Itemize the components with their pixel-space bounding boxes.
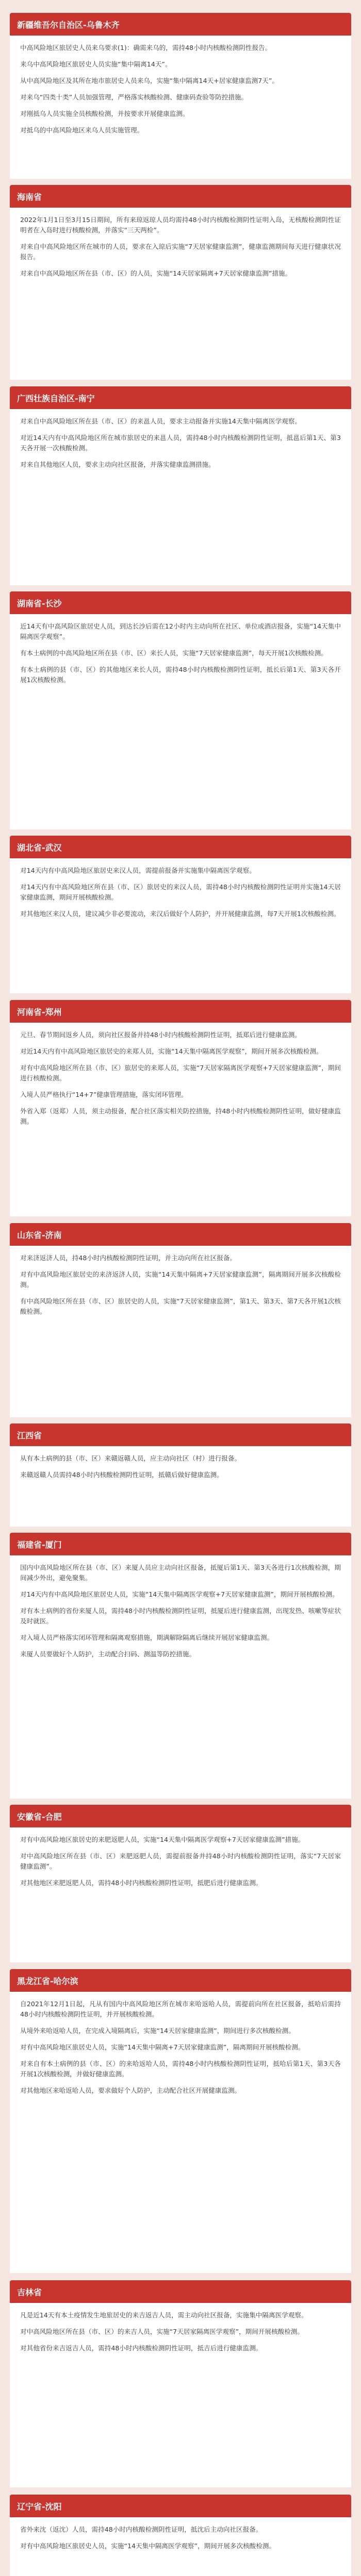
region-title: 山东省-济南 [10, 1223, 351, 1246]
region-policy-body [10, 1446, 351, 1527]
region-section [10, 591, 351, 829]
region-title: 江西省 [10, 1423, 351, 1446]
region-policy-body [10, 614, 351, 829]
region-title: 新疆维吾尔自治区-乌鲁木齐 [10, 13, 351, 36]
policy-paragraph: 来赣返赣人员需持48小时内核酸检测阴性证明，抵赣后做好健康监测。 [20, 1471, 223, 1479]
region-section [10, 185, 351, 380]
policy-paragraph: 对有中高风险地区旅居史的来济返济人员，实施“14天集中隔离+7天居家健康监测”，隔离期间开展多次核酸检测。 [20, 1270, 341, 1289]
region-policy-body [10, 1246, 351, 1417]
region-section [10, 1969, 351, 2273]
policy-paragraph: 对有中高风险地区所在县（市、区）旅居史的来郑人员，实施“7天居家隔离医学观察+7天居家健康监测”，期间进行核酸检测。 [20, 1064, 341, 1082]
region-policy-body [10, 36, 351, 179]
region-policy-body [10, 409, 351, 585]
region-policy-body [10, 1827, 351, 1962]
policy-paragraph: 有本土病例的中高风险地区所在县（市、区）来长人员，实施“7天居家健康监测”，每天开展1次核酸检测。 [20, 649, 327, 657]
region-section [10, 386, 351, 585]
region-title: 河南省-郑州 [10, 1000, 351, 1023]
policy-paragraph: 从境外来哈返哈人员，在完成入境隔离后，实施“14天居家健康监测”，期间进行多次核酸检测。 [20, 2027, 295, 2035]
policy-paragraph: 对中高风险地区所在县（市、区）的来吉人员，实施“7天居家隔离医学观察”，期间开展核酸检测。 [20, 2328, 304, 2335]
policy-paragraph: 近14天有中高风险区旅居史人员，到达长沙后需在12小时内主动向所在社区、单位或酒店报备，实施“14天集中隔离医学观察”。 [20, 622, 341, 640]
policy-paragraph: 2022年1月1日至3月15日期间，所有来琼返琼人员均需持48小时内核酸检测阴性证明入岛，无核酸检测阴性证明者在入岛时进行核酸检测，并落实“三天两检”。 [20, 216, 341, 234]
policy-paragraph: 对来济返济人员，持48小时内核酸检测阴性证明，并主动向所在社区报备。 [20, 1254, 237, 1262]
policy-paragraph: 对其他地区来汉人员，建议减少非必要流动，来汉后做好个人防护，并开展健康监测，每7天开展1次核酸检测。 [20, 910, 340, 918]
policy-paragraph: 对来自其他地区人员，要求主动向社区报备，并落实健康监测措施。 [20, 461, 215, 468]
policy-paragraph: 对近14天内有中高风险地区所在城市旅居史的来邕人员，需持48小时内核酸检测阴性证明，抵邕后第1天、第3天各开展一次核酸检测。 [20, 434, 341, 452]
region-title: 安徽省-合肥 [10, 1805, 351, 1827]
region-title: 湖北省-武汉 [10, 836, 351, 858]
region-section [10, 1223, 351, 1417]
policy-paragraph: 对抵乌的中高风险地区来乌人员实施管理。 [20, 126, 144, 134]
region-policy-body [10, 1992, 351, 2273]
policy-paragraph: 来厦人员要做好个人防护，主动配合扫码、测温等防控措施。 [20, 1650, 196, 1658]
policy-paragraph: 对14天内有中高风险地区旅居史来汉人员，需提前报备并实施集中隔离医学观察。 [20, 867, 256, 874]
region-section [10, 1533, 351, 1799]
policy-paragraph: 从中高风险地区及其所在地市旅居史人员来乌，实施“集中隔离14天+居家健康监测7天”。 [20, 77, 279, 84]
policy-paragraph: 有中高风险地区所在县（市、区）旅居史的人员，实施“7天居家健康监测”，第1天、第3天、第7天各开展1次核酸检测。 [20, 1297, 341, 1315]
region-policy-body [10, 1555, 351, 1799]
policy-paragraph: 对其他省份来吉返吉人员，需持48小时内核酸检测阴性证明，抵吉后进行健康监测。 [20, 2344, 262, 2352]
policy-paragraph: 从有本土病例的县（市、区）来赣返赣人员，应主动向社区（村）进行报备。 [20, 1454, 241, 1462]
region-policy-body [10, 1023, 351, 1216]
region-section [10, 1000, 351, 1216]
policy-paragraph: 自2021年12月1日起，凡从有国内中高风险地区所在城市来哈返哈人员，需提前向所在社区报备，抵哈后需持48小时内核酸检测阴性证明，并开展核酸检测。 [20, 2000, 341, 2018]
policy-paragraph: 对近14天内有中高风险地区旅居史的来郑人员，实施“14天集中隔离医学观察”，期间开展多次核酸检测。 [20, 1047, 323, 1055]
region-section [10, 1805, 351, 1962]
policy-paragraph: 对入境人员严格落实闭环管理和隔离观察措施，期满解除隔离后继续开展居家健康监测。 [20, 1634, 274, 1641]
region-title: 辽宁省-沈阳 [10, 2495, 351, 2517]
region-title: 黑龙江省-哈尔滨 [10, 1969, 351, 1992]
policy-paragraph: 对14天内有中高风险地区所在县（市、区）旅居史的来汉人员，需持48小时内核酸检测阴性证明并实施14天居家健康监测，期间开展核酸检测。 [20, 883, 341, 901]
policy-paragraph: 对来自中高风险地区所在县（市、区）的来邕人员，要求主动报备并实施14天集中隔离医学观察。 [20, 417, 301, 425]
region-section [10, 836, 351, 993]
region-policy-body [10, 2517, 351, 2576]
region-policy-body [10, 858, 351, 993]
region-policy-body [10, 2303, 351, 2487]
region-policy-body [10, 208, 351, 380]
policy-paragraph: 对有中高风险地区旅居史人员，实施“14天集中隔离医学观察”，期间开展多次核酸检测。 [20, 2542, 276, 2550]
policy-paragraph: 对来乌“四类十类”人员加强管理，严格落实核酸检测、健康码查验等防控措施。 [20, 93, 248, 101]
policy-paragraph: 来乌中高风险地区旅居史人员实施“集中隔离14天”。 [20, 60, 172, 68]
region-title: 湖南省-长沙 [10, 591, 351, 614]
policy-paragraph: 对来自中高风险地区所在县（市、区）的人员，实施“14天居家隔离+7天居家健康监测”措施。 [20, 269, 292, 277]
policy-paragraph: 对来自有本土病例的县（市、区）的来哈返哈人员，需持48小时内核酸检测阴性证明，抵哈后第1天、第3天各开展1次核酸检测，并做好健康监测。 [20, 2060, 341, 2078]
policy-paragraph: 凡是近14天有本土疫情发生地旅居史的来吉返吉人员，需主动向社区报备，实施集中隔离医学观察。 [20, 2311, 308, 2319]
region-section [10, 2495, 351, 2576]
policy-paragraph: 对其他地区来哈返哈人员，要求做好个人防护，主动配合社区开展健康监测。 [20, 2087, 241, 2094]
policy-paragraph: 国内中高风险地区所在县（市、区）来厦人员应主动向社区报备，抵厦后第1天、第3天各进行1次核酸检测，期间减少外出，避免聚集。 [20, 1564, 341, 1582]
policy-paragraph: 省外来沈（返沈）人员，需持48小时内核酸检测阴性证明，抵沈后主动向社区报备。 [20, 2526, 262, 2533]
policy-paragraph: 对刚抵乌人员实施全员核酸检测，并按要求开展健康监测。 [20, 110, 189, 117]
policy-paragraph: 对有本土病例的省份来厦人员，需持48小时内核酸检测阴性证明，抵厦后进行健康监测，出现发热、咳嗽等症状及时就医。 [20, 1607, 341, 1625]
policy-paragraph: 对有中高风险地区旅居史人员，实施“14天集中隔离+7天居家健康监测”，隔离期间开展核酸检测。 [20, 2043, 305, 2051]
policy-paragraph: 对有中高风险地区旅居史的来肥返肥人员，实施“14天集中隔离医学观察+7天居家健康监测”措施。 [20, 1836, 305, 1843]
policy-paragraph: 对中高风险地区所在县（市、区）来肥返肥人员，需提前报备并持48小时内核酸检测阴性证明，落实“7天居家健康监测”。 [20, 1852, 341, 1870]
region-section [10, 13, 351, 179]
policy-paragraph: 对其他地区来肥返肥人员，需持48小时内核酸检测阴性证明，抵肥后进行健康监测。 [20, 1879, 262, 1887]
region-title: 福建省-厦门 [10, 1533, 351, 1555]
policy-paragraph: 中高风险地区旅居史人员来乌要求(1)：确需来乌的，需持48小时内核酸检测阴性报告。 [20, 44, 272, 52]
region-title: 海南省 [10, 185, 351, 208]
policy-paragraph: 对来自中高风险地区所在城市的人员，要求在入琼后实施“7天居家健康监测”，健康监测期间每天进行健康状况报告。 [20, 243, 341, 261]
policy-paragraph: 对14天内有中高风险地区旅居史人员，实施“14天集中隔离医学观察+7天居家健康监测”，期间开展核酸检测。 [20, 1590, 339, 1598]
region-section [10, 1423, 351, 1527]
policy-paragraph: 入境人员严格执行“14+7”健康管理措施，落实闭环管理。 [20, 1091, 188, 1098]
region-title: 吉林省 [10, 2280, 351, 2303]
policy-paragraph: 元旦、春节期间返乡人员，须向社区报备并持48小时内核酸检测阴性证明，抵郑后进行健康监测。 [20, 1031, 301, 1039]
region-section [10, 2280, 351, 2487]
region-title: 广西壮族自治区-南宁 [10, 386, 351, 409]
policy-paragraph: 有本土病例的县（市、区）的其他地区来长人员，需持48小时内核酸检测阴性证明，抵长后第1天、第3天各开展1次核酸检测。 [20, 666, 341, 684]
policy-paragraph: 外省入郑（返郑）人员，须主动报备，配合社区落实相关防控措施，持48小时内核酸检测阴性证明，做好健康监测。 [20, 1107, 341, 1125]
